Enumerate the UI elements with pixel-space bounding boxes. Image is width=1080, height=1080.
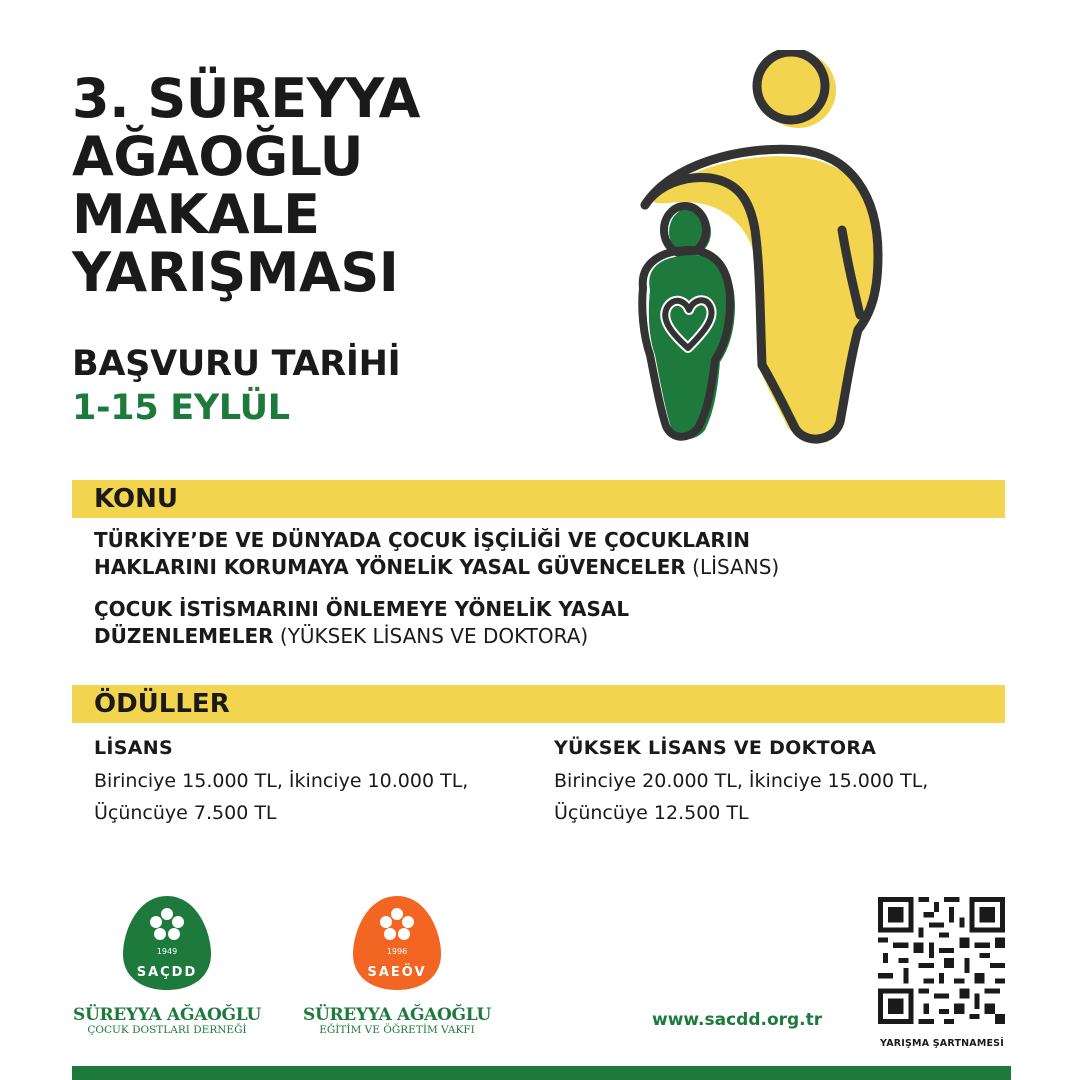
prizes-heading: ÖDÜLLER	[94, 689, 230, 719]
prize-title: YÜKSEK LİSANS VE DOKTORA	[554, 737, 877, 759]
qr-label: YARIŞMA ŞARTNAMESİ	[880, 1038, 1004, 1049]
prize-block	[554, 737, 994, 829]
svg-text:SAEÖV: SAEÖV	[367, 965, 427, 980]
sacdd-logo	[72, 892, 262, 1036]
saeov-emblem-icon	[349, 892, 445, 992]
website-link[interactable]: www.sacdd.org.tr	[652, 1010, 823, 1030]
topic-item	[94, 596, 974, 650]
topic-heading: KONU	[94, 484, 178, 514]
topic-text: DÜZENLEMELER	[94, 624, 274, 648]
topic-text: ÇOCUK İSTİSMARINI ÖNLEMEYE YÖNELİK YASAL	[94, 597, 630, 621]
prize-block	[94, 737, 534, 829]
title-line: YARIŞMASI	[72, 241, 399, 304]
svg-text:1996: 1996	[386, 947, 408, 956]
child-figure-icon	[642, 206, 735, 439]
title-line: 3. SÜREYYA	[72, 67, 420, 130]
topic-text: HAKLARINI KORUMAYA YÖNELİK YASAL GÜVENCELER	[94, 555, 686, 579]
logo-subtitle: EĞİTİM VE ÖĞRETİM VAKFI	[319, 1024, 475, 1036]
prizes-section-header	[72, 685, 1005, 723]
svg-text:1949: 1949	[156, 947, 178, 956]
logo-name: SÜREYYA AĞAOĞLU	[72, 1005, 262, 1025]
application-period	[72, 342, 400, 430]
prize-line: Birinciye 15.000 TL, İkinciye 10.000 TL,	[94, 770, 469, 792]
svg-text:SAÇDD: SAÇDD	[136, 965, 198, 980]
title-line: MAKALE	[72, 183, 320, 246]
topic-level: (YÜKSEK LİSANS VE DOKTORA)	[279, 624, 589, 648]
logo-subtitle: ÇOCUK DOSTLARI DERNEĞİ	[87, 1024, 247, 1036]
topic-level: (LİSANS)	[692, 555, 780, 579]
saeov-logo	[302, 892, 492, 1036]
prize-details	[94, 765, 534, 829]
parent-child-illustration	[610, 50, 910, 460]
title-line: AĞAOĞLU	[72, 125, 363, 188]
prize-details	[554, 765, 994, 829]
prize-line: Üçüncüye 7.500 TL	[94, 802, 277, 824]
prize-line: Birinciye 20.000 TL, İkinciye 15.000 TL,	[554, 770, 929, 792]
page-title	[72, 67, 552, 304]
prize-title: LİSANS	[94, 737, 173, 759]
application-date: 1-15 EYLÜL	[72, 388, 290, 428]
qr-code-icon[interactable]	[878, 897, 1005, 1024]
bottom-accent-bar	[72, 1066, 1011, 1080]
logo-name: SÜREYYA AĞAOĞLU	[302, 1005, 492, 1025]
topic-text: TÜRKİYE’DE VE DÜNYADA ÇOCUK İŞÇİLİĞİ VE ÇOCUKLARIN	[94, 528, 750, 552]
topic-section-header	[72, 480, 1005, 518]
topic-item	[94, 527, 974, 581]
prize-line: Üçüncüye 12.500 TL	[554, 802, 749, 824]
sacdd-emblem-icon	[119, 892, 215, 992]
application-label: BAŞVURU TARİHİ	[72, 344, 401, 384]
